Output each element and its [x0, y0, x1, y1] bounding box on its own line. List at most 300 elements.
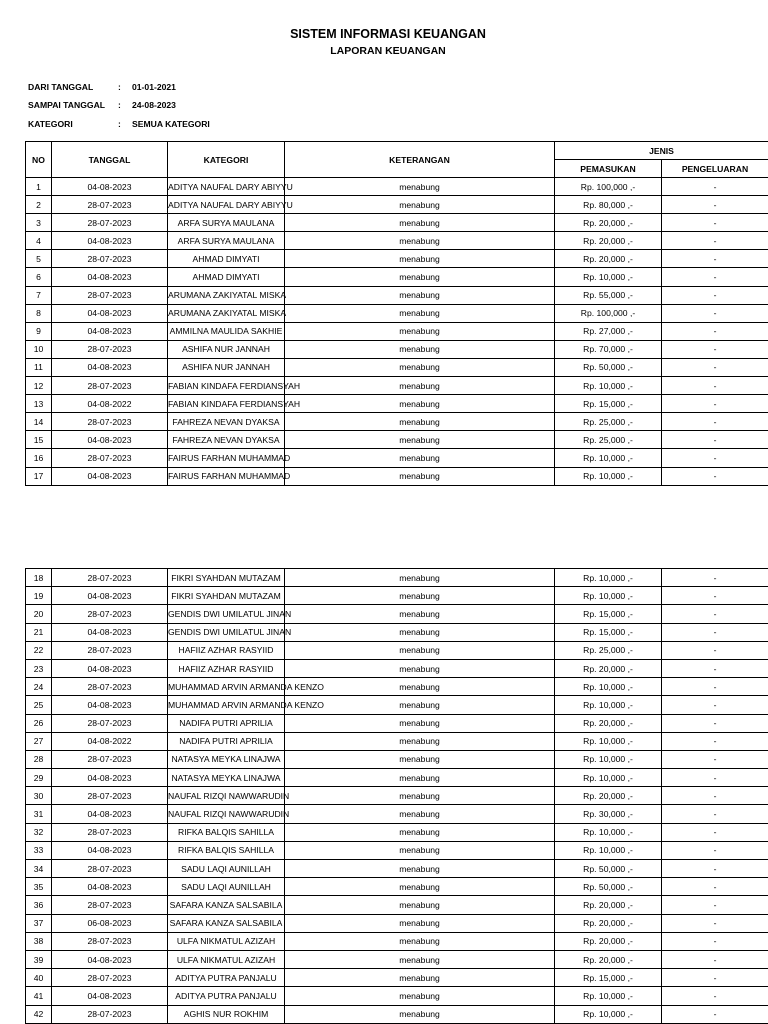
cell-keterangan: menabung	[285, 377, 555, 395]
cell-keterangan: menabung	[285, 823, 555, 841]
cell-pengeluaran: -	[662, 286, 768, 304]
cell-pemasukan: Rp. 10,000 ,-	[555, 1005, 662, 1023]
cell-pengeluaran: -	[662, 395, 768, 413]
cell-keterangan: menabung	[285, 395, 555, 413]
cell-kategori: SADU LAQI AUNILLAH	[168, 878, 285, 896]
cell-kategori: NAUFAL RIZQI NAWWARUDIN	[168, 805, 285, 823]
cell-kategori: ARFA SURYA MAULANA	[168, 232, 285, 250]
cell-pengeluaran: -	[662, 268, 768, 286]
header-keterangan: KETERANGAN	[285, 142, 555, 178]
cell-no: 37	[26, 914, 52, 932]
table-row	[26, 605, 768, 623]
table-row	[26, 750, 768, 768]
table-row	[26, 467, 768, 485]
cell-kategori: SAFARA KANZA SALSABILA	[168, 896, 285, 914]
cell-pemasukan: Rp. 20,000 ,-	[555, 914, 662, 932]
cell-pemasukan: Rp. 20,000 ,-	[555, 714, 662, 732]
cell-kategori: ARUMANA ZAKIYATAL MISKA	[168, 286, 285, 304]
cell-kategori: NATASYA MEYKA LINAJWA	[168, 750, 285, 768]
cell-tanggal: 28-07-2023	[52, 214, 168, 232]
cell-no: 29	[26, 769, 52, 787]
cell-kategori: ADITYA PUTRA PANJALU	[168, 969, 285, 987]
cell-kategori: ARUMANA ZAKIYATAL MISKA	[168, 304, 285, 322]
cell-tanggal: 04-08-2023	[52, 805, 168, 823]
cell-keterangan: menabung	[285, 987, 555, 1005]
cell-kategori: HAFIIZ AZHAR RASYIID	[168, 659, 285, 677]
cell-keterangan: menabung	[285, 358, 555, 376]
cell-tanggal: 28-07-2023	[52, 969, 168, 987]
cell-pemasukan: Rp. 70,000 ,-	[555, 340, 662, 358]
table-row	[26, 841, 768, 859]
table-body-page2	[26, 569, 768, 1024]
cell-tanggal: 04-08-2023	[52, 587, 168, 605]
cell-pemasukan: Rp. 80,000 ,-	[555, 196, 662, 214]
cell-tanggal: 04-08-2023	[52, 696, 168, 714]
cell-pengeluaran: -	[662, 914, 768, 932]
cell-no: 23	[26, 659, 52, 677]
cell-kategori: ULFA NIKMATUL AZIZAH	[168, 950, 285, 968]
cell-pengeluaran: -	[662, 969, 768, 987]
cell-keterangan: menabung	[285, 841, 555, 859]
cell-kategori: NAUFAL RIZQI NAWWARUDIN	[168, 787, 285, 805]
cell-kategori: HAFIIZ AZHAR RASYIID	[168, 641, 285, 659]
cell-no: 27	[26, 732, 52, 750]
cell-pemasukan: Rp. 50,000 ,-	[555, 860, 662, 878]
header-jenis: JENIS	[555, 142, 768, 160]
cell-pengeluaran: -	[662, 841, 768, 859]
cell-no: 19	[26, 587, 52, 605]
table-row	[26, 787, 768, 805]
table-row	[26, 395, 768, 413]
cell-pengeluaran: -	[662, 431, 768, 449]
cell-tanggal: 04-08-2022	[52, 395, 168, 413]
table-row	[26, 340, 768, 358]
cell-pengeluaran: -	[662, 358, 768, 376]
cell-keterangan: menabung	[285, 860, 555, 878]
cell-pemasukan: Rp. 10,000 ,-	[555, 587, 662, 605]
cell-pengeluaran: -	[662, 732, 768, 750]
cell-kategori: ULFA NIKMATUL AZIZAH	[168, 932, 285, 950]
cell-pengeluaran: -	[662, 413, 768, 431]
cell-pemasukan: Rp. 10,000 ,-	[555, 732, 662, 750]
meta-value: 24-08-2023	[132, 100, 176, 110]
cell-keterangan: menabung	[285, 178, 555, 196]
table-row	[26, 659, 768, 677]
cell-pemasukan: Rp. 20,000 ,-	[555, 932, 662, 950]
cell-tanggal: 28-07-2023	[52, 286, 168, 304]
table-row	[26, 413, 768, 431]
meta-label: KATEGORI	[28, 119, 73, 129]
cell-pengeluaran: -	[662, 377, 768, 395]
cell-pengeluaran: -	[662, 896, 768, 914]
cell-keterangan: menabung	[285, 969, 555, 987]
cell-pengeluaran: -	[662, 322, 768, 340]
report-subtitle: LAPORAN KEUANGAN	[330, 45, 446, 57]
cell-pemasukan: Rp. 50,000 ,-	[555, 358, 662, 376]
cell-kategori: AMMILNA MAULIDA SAKHIE	[168, 322, 285, 340]
cell-no: 3	[26, 214, 52, 232]
cell-pengeluaran: -	[662, 196, 768, 214]
cell-no: 40	[26, 969, 52, 987]
cell-pemasukan: Rp. 100,000 ,-	[555, 178, 662, 196]
cell-pengeluaran: -	[662, 878, 768, 896]
cell-tanggal: 04-08-2023	[52, 659, 168, 677]
table-row	[26, 823, 768, 841]
cell-tanggal: 04-08-2022	[52, 732, 168, 750]
header-no: NO	[26, 142, 52, 178]
cell-tanggal: 28-07-2023	[52, 340, 168, 358]
meta-separator: :	[118, 100, 121, 110]
cell-pengeluaran: -	[662, 569, 768, 587]
cell-pengeluaran: -	[662, 178, 768, 196]
report-title: SISTEM INFORMASI KEUANGAN	[290, 27, 486, 41]
cell-keterangan: menabung	[285, 896, 555, 914]
cell-pengeluaran: -	[662, 659, 768, 677]
cell-keterangan: menabung	[285, 805, 555, 823]
cell-no: 2	[26, 196, 52, 214]
cell-pemasukan: Rp. 27,000 ,-	[555, 322, 662, 340]
cell-no: 4	[26, 232, 52, 250]
cell-kategori: GENDIS DWI UMILATUL JINAN	[168, 605, 285, 623]
cell-kategori: NATASYA MEYKA LINAJWA	[168, 769, 285, 787]
cell-no: 6	[26, 268, 52, 286]
table-row	[26, 377, 768, 395]
cell-kategori: FIKRI SYAHDAN MUTAZAM	[168, 587, 285, 605]
cell-no: 31	[26, 805, 52, 823]
cell-no: 26	[26, 714, 52, 732]
table-row	[26, 196, 768, 214]
header-pemasukan: PEMASUKAN	[555, 160, 662, 178]
cell-no: 10	[26, 340, 52, 358]
header-pengeluaran: PENGELUARAN	[662, 160, 768, 178]
cell-pengeluaran: -	[662, 467, 768, 485]
cell-pemasukan: Rp. 20,000 ,-	[555, 232, 662, 250]
cell-no: 14	[26, 413, 52, 431]
cell-pemasukan: Rp. 10,000 ,-	[555, 678, 662, 696]
cell-keterangan: menabung	[285, 214, 555, 232]
cell-tanggal: 28-07-2023	[52, 250, 168, 268]
table-row	[26, 1005, 768, 1023]
cell-pemasukan: Rp. 15,000 ,-	[555, 395, 662, 413]
cell-kategori: ASHIFA NUR JANNAH	[168, 340, 285, 358]
table-row	[26, 569, 768, 587]
cell-tanggal: 28-07-2023	[52, 1005, 168, 1023]
cell-pemasukan: Rp. 15,000 ,-	[555, 605, 662, 623]
cell-pemasukan: Rp. 25,000 ,-	[555, 431, 662, 449]
table-row	[26, 431, 768, 449]
cell-kategori: AHMAD DIMYATI	[168, 250, 285, 268]
cell-keterangan: menabung	[285, 413, 555, 431]
cell-tanggal: 04-08-2023	[52, 431, 168, 449]
cell-pengeluaran: -	[662, 823, 768, 841]
meta-row-to-date	[28, 100, 176, 110]
cell-tanggal: 28-07-2023	[52, 932, 168, 950]
cell-pengeluaran: -	[662, 950, 768, 968]
table-row	[26, 358, 768, 376]
table-row	[26, 896, 768, 914]
cell-no: 1	[26, 178, 52, 196]
cell-pengeluaran: -	[662, 987, 768, 1005]
cell-pengeluaran: -	[662, 587, 768, 605]
table-row	[26, 969, 768, 987]
table-row	[26, 214, 768, 232]
cell-pemasukan: Rp. 50,000 ,-	[555, 878, 662, 896]
cell-kategori: FAIRUS FARHAN MUHAMMAD	[168, 467, 285, 485]
table-row	[26, 322, 768, 340]
cell-no: 12	[26, 377, 52, 395]
cell-no: 38	[26, 932, 52, 950]
meta-row-category	[28, 119, 210, 129]
cell-keterangan: menabung	[285, 878, 555, 896]
cell-no: 7	[26, 286, 52, 304]
cell-kategori: FABIAN KINDAFA FERDIANSYAH	[168, 395, 285, 413]
cell-tanggal: 04-08-2023	[52, 623, 168, 641]
cell-kategori: RIFKA BALQIS SAHILLA	[168, 823, 285, 841]
table-body-page1	[26, 178, 768, 486]
cell-pengeluaran: -	[662, 605, 768, 623]
cell-tanggal: 28-07-2023	[52, 605, 168, 623]
cell-kategori: ADITYA NAUFAL DARY ABIYYU	[168, 178, 285, 196]
cell-pemasukan: Rp. 10,000 ,-	[555, 769, 662, 787]
cell-kategori: SADU LAQI AUNILLAH	[168, 860, 285, 878]
cell-keterangan: menabung	[285, 250, 555, 268]
table-row	[26, 304, 768, 322]
cell-keterangan: menabung	[285, 623, 555, 641]
table-row	[26, 449, 768, 467]
cell-keterangan: menabung	[285, 286, 555, 304]
cell-pengeluaran: -	[662, 340, 768, 358]
cell-kategori: GENDIS DWI UMILATUL JINAN	[168, 623, 285, 641]
cell-pemasukan: Rp. 100,000 ,-	[555, 304, 662, 322]
table-row	[26, 950, 768, 968]
cell-pemasukan: Rp. 15,000 ,-	[555, 969, 662, 987]
cell-keterangan: menabung	[285, 232, 555, 250]
cell-keterangan: menabung	[285, 196, 555, 214]
cell-keterangan: menabung	[285, 714, 555, 732]
cell-keterangan: menabung	[285, 950, 555, 968]
cell-no: 17	[26, 467, 52, 485]
cell-no: 36	[26, 896, 52, 914]
table-row	[26, 178, 768, 196]
cell-keterangan: menabung	[285, 787, 555, 805]
cell-kategori: FAIRUS FARHAN MUHAMMAD	[168, 449, 285, 467]
cell-tanggal: 04-08-2023	[52, 467, 168, 485]
cell-tanggal: 04-08-2023	[52, 178, 168, 196]
cell-keterangan: menabung	[285, 641, 555, 659]
cell-no: 28	[26, 750, 52, 768]
cell-pemasukan: Rp. 20,000 ,-	[555, 787, 662, 805]
cell-no: 15	[26, 431, 52, 449]
cell-keterangan: menabung	[285, 340, 555, 358]
cell-pemasukan: Rp. 20,000 ,-	[555, 896, 662, 914]
cell-pemasukan: Rp. 20,000 ,-	[555, 214, 662, 232]
cell-pengeluaran: -	[662, 805, 768, 823]
table-row	[26, 732, 768, 750]
cell-tanggal: 28-07-2023	[52, 413, 168, 431]
cell-tanggal: 28-07-2023	[52, 896, 168, 914]
cell-pengeluaran: -	[662, 678, 768, 696]
cell-keterangan: menabung	[285, 696, 555, 714]
cell-kategori: NADIFA PUTRI APRILIA	[168, 732, 285, 750]
cell-no: 33	[26, 841, 52, 859]
table-row	[26, 914, 768, 932]
table-row	[26, 714, 768, 732]
cell-kategori: ARFA SURYA MAULANA	[168, 214, 285, 232]
table-row	[26, 623, 768, 641]
table-row	[26, 678, 768, 696]
cell-pemasukan: Rp. 20,000 ,-	[555, 950, 662, 968]
cell-no: 8	[26, 304, 52, 322]
header-kategori: KATEGORI	[168, 142, 285, 178]
table-row	[26, 987, 768, 1005]
cell-tanggal: 28-07-2023	[52, 449, 168, 467]
cell-kategori: FAHREZA NEVAN DYAKSA	[168, 431, 285, 449]
cell-no: 34	[26, 860, 52, 878]
cell-pengeluaran: -	[662, 769, 768, 787]
table-row	[26, 932, 768, 950]
cell-pemasukan: Rp. 10,000 ,-	[555, 467, 662, 485]
cell-kategori: RIFKA BALQIS SAHILLA	[168, 841, 285, 859]
cell-tanggal: 28-07-2023	[52, 377, 168, 395]
cell-kategori: ASHIFA NUR JANNAH	[168, 358, 285, 376]
cell-pengeluaran: -	[662, 232, 768, 250]
cell-no: 41	[26, 987, 52, 1005]
table-row	[26, 286, 768, 304]
table-row	[26, 587, 768, 605]
cell-no: 21	[26, 623, 52, 641]
cell-pengeluaran: -	[662, 623, 768, 641]
table-row	[26, 232, 768, 250]
cell-kategori: NADIFA PUTRI APRILIA	[168, 714, 285, 732]
table-row	[26, 250, 768, 268]
cell-tanggal: 28-07-2023	[52, 860, 168, 878]
cell-tanggal: 28-07-2023	[52, 750, 168, 768]
cell-tanggal: 04-08-2023	[52, 358, 168, 376]
cell-pemasukan: Rp. 10,000 ,-	[555, 823, 662, 841]
cell-tanggal: 28-07-2023	[52, 641, 168, 659]
cell-keterangan: menabung	[285, 587, 555, 605]
cell-kategori: FIKRI SYAHDAN MUTAZAM	[168, 569, 285, 587]
cell-kategori: SAFARA KANZA SALSABILA	[168, 914, 285, 932]
cell-keterangan: menabung	[285, 678, 555, 696]
cell-pengeluaran: -	[662, 1005, 768, 1023]
report-table-page2	[25, 568, 768, 1024]
cell-pengeluaran: -	[662, 860, 768, 878]
cell-no: 13	[26, 395, 52, 413]
cell-no: 24	[26, 678, 52, 696]
cell-no: 18	[26, 569, 52, 587]
meta-label: DARI TANGGAL	[28, 82, 94, 92]
table-row	[26, 696, 768, 714]
cell-pengeluaran: -	[662, 714, 768, 732]
cell-kategori: ADITYA PUTRA PANJALU	[168, 987, 285, 1005]
cell-pemasukan: Rp. 55,000 ,-	[555, 286, 662, 304]
cell-pemasukan: Rp. 10,000 ,-	[555, 987, 662, 1005]
meta-row-from-date	[28, 82, 176, 92]
cell-kategori: AGHIS NUR ROKHIM	[168, 1005, 285, 1023]
cell-no: 5	[26, 250, 52, 268]
cell-tanggal: 28-07-2023	[52, 714, 168, 732]
cell-tanggal: 04-08-2023	[52, 232, 168, 250]
cell-keterangan: menabung	[285, 322, 555, 340]
table-row	[26, 769, 768, 787]
cell-kategori: AHMAD DIMYATI	[168, 268, 285, 286]
cell-tanggal: 28-07-2023	[52, 823, 168, 841]
table-row	[26, 878, 768, 896]
cell-keterangan: menabung	[285, 569, 555, 587]
cell-kategori: MUHAMMAD ARVIN ARMANDA KENZO	[168, 696, 285, 714]
cell-no: 20	[26, 605, 52, 623]
meta-value: 01-01-2021	[132, 82, 176, 92]
table-row	[26, 268, 768, 286]
cell-pengeluaran: -	[662, 787, 768, 805]
cell-keterangan: menabung	[285, 732, 555, 750]
cell-keterangan: menabung	[285, 769, 555, 787]
cell-keterangan: menabung	[285, 1005, 555, 1023]
cell-tanggal: 04-08-2023	[52, 304, 168, 322]
cell-no: 11	[26, 358, 52, 376]
cell-tanggal: 04-08-2023	[52, 322, 168, 340]
table-row	[26, 805, 768, 823]
meta-label: SAMPAI TANGGAL	[28, 100, 106, 110]
cell-keterangan: menabung	[285, 605, 555, 623]
cell-keterangan: menabung	[285, 304, 555, 322]
cell-keterangan: menabung	[285, 431, 555, 449]
cell-pengeluaran: -	[662, 304, 768, 322]
cell-keterangan: menabung	[285, 467, 555, 485]
cell-no: 25	[26, 696, 52, 714]
cell-pengeluaran: -	[662, 750, 768, 768]
cell-pemasukan: Rp. 10,000 ,-	[555, 750, 662, 768]
header-tanggal: TANGGAL	[52, 142, 168, 178]
cell-pengeluaran: -	[662, 641, 768, 659]
cell-pengeluaran: -	[662, 449, 768, 467]
cell-tanggal: 28-07-2023	[52, 678, 168, 696]
cell-pemasukan: Rp. 10,000 ,-	[555, 377, 662, 395]
cell-tanggal: 04-08-2023	[52, 769, 168, 787]
cell-pemasukan: Rp. 25,000 ,-	[555, 641, 662, 659]
cell-pemasukan: Rp. 20,000 ,-	[555, 250, 662, 268]
cell-no: 9	[26, 322, 52, 340]
cell-pengeluaran: -	[662, 932, 768, 950]
cell-tanggal: 04-08-2023	[52, 987, 168, 1005]
cell-pemasukan: Rp. 20,000 ,-	[555, 659, 662, 677]
table-row	[26, 641, 768, 659]
cell-kategori: ADITYA NAUFAL DARY ABIYYU	[168, 196, 285, 214]
cell-kategori: FAHREZA NEVAN DYAKSA	[168, 413, 285, 431]
cell-pemasukan: Rp. 30,000 ,-	[555, 805, 662, 823]
cell-kategori: MUHAMMAD ARVIN ARMANDA KENZO	[168, 678, 285, 696]
cell-pengeluaran: -	[662, 250, 768, 268]
cell-pemasukan: Rp. 10,000 ,-	[555, 268, 662, 286]
cell-pemasukan: Rp. 10,000 ,-	[555, 696, 662, 714]
cell-pemasukan: Rp. 10,000 ,-	[555, 449, 662, 467]
cell-no: 30	[26, 787, 52, 805]
cell-no: 42	[26, 1005, 52, 1023]
meta-value: SEMUA KATEGORI	[132, 119, 210, 129]
cell-keterangan: menabung	[285, 268, 555, 286]
cell-no: 16	[26, 449, 52, 467]
cell-keterangan: menabung	[285, 750, 555, 768]
cell-tanggal: 28-07-2023	[52, 569, 168, 587]
cell-no: 22	[26, 641, 52, 659]
cell-no: 35	[26, 878, 52, 896]
cell-pengeluaran: -	[662, 696, 768, 714]
cell-pemasukan: Rp. 10,000 ,-	[555, 841, 662, 859]
cell-tanggal: 04-08-2023	[52, 878, 168, 896]
cell-tanggal: 04-08-2023	[52, 841, 168, 859]
cell-pemasukan: Rp. 10,000 ,-	[555, 569, 662, 587]
